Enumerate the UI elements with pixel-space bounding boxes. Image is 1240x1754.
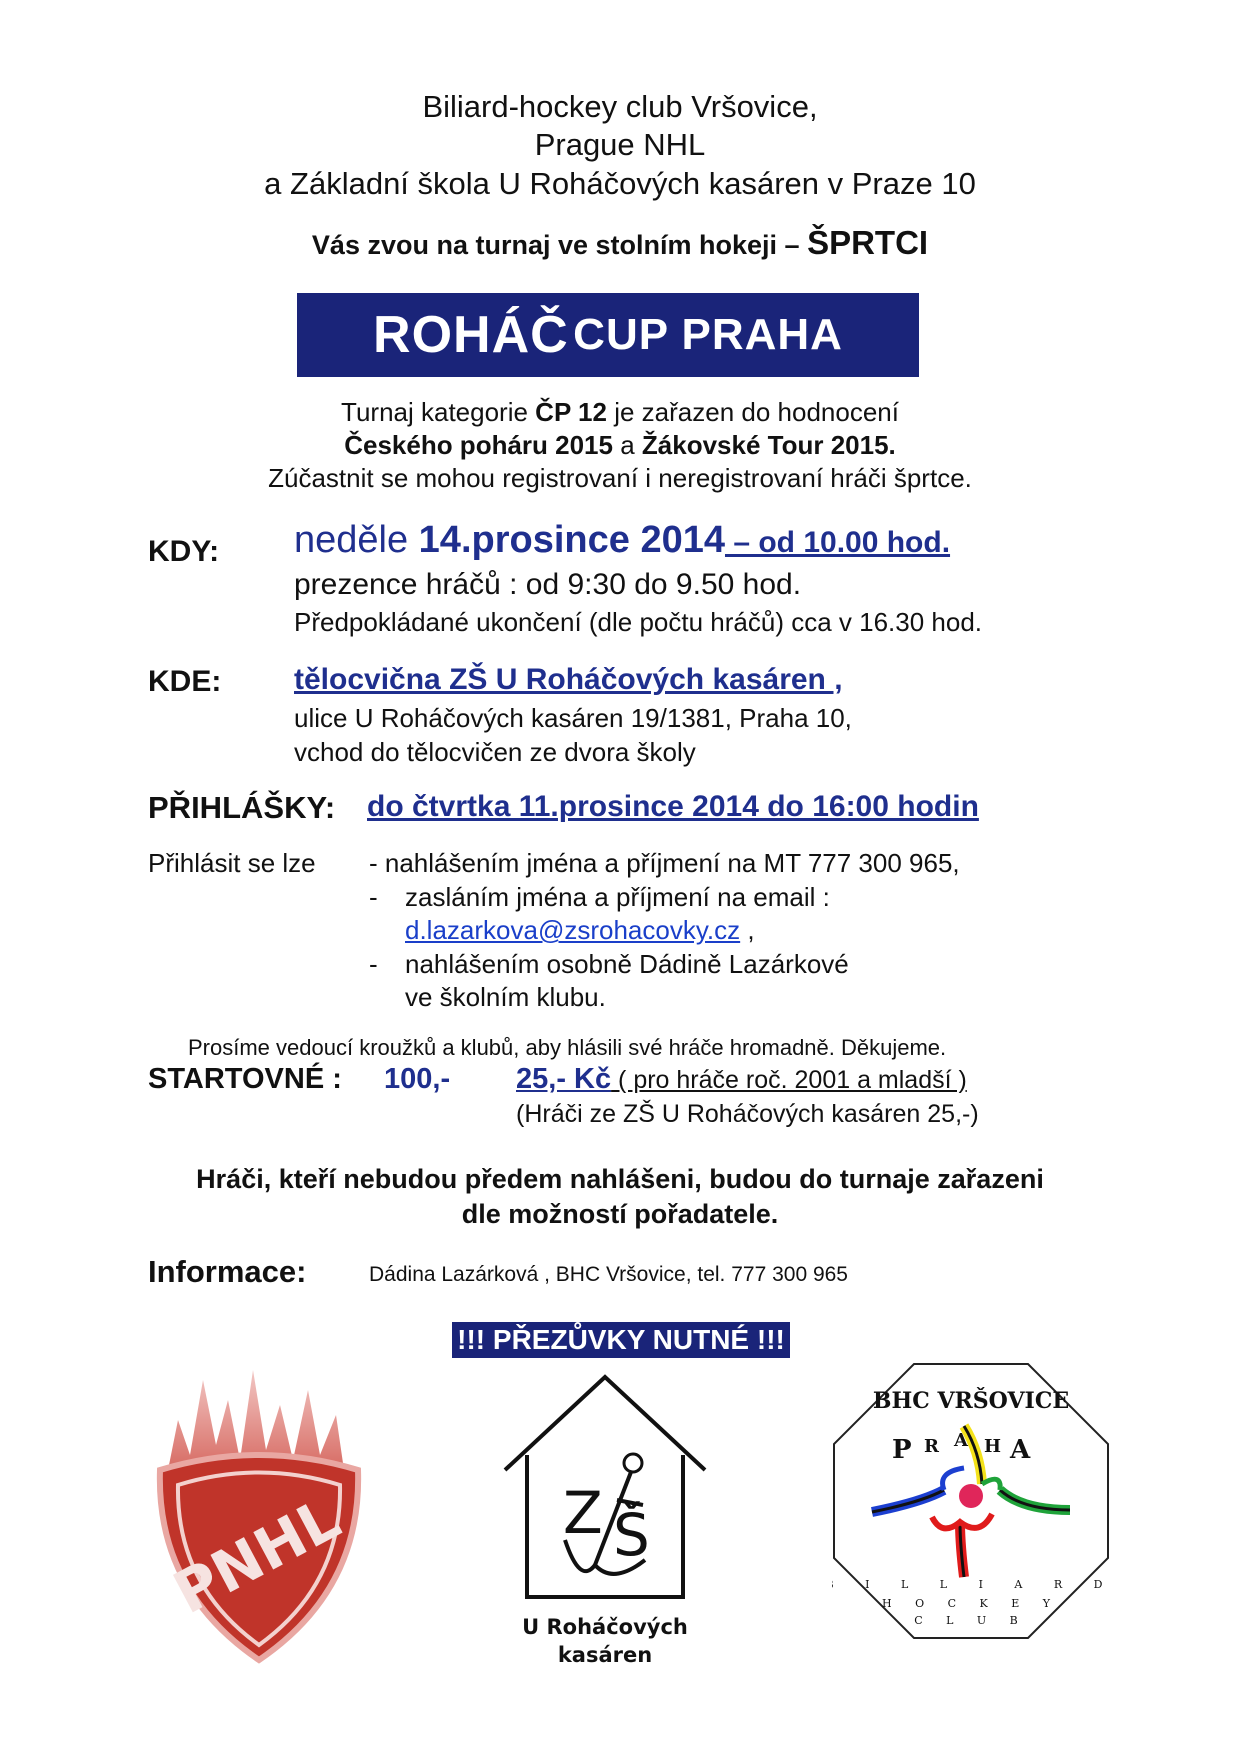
signup-item-3a: nahlášením osobně Dádině Lazárkové bbox=[405, 949, 849, 979]
svg-text:Š: Š bbox=[613, 1501, 650, 1569]
invite-prefix: Vás zvou na turnaj ve stolním hokeji – bbox=[311, 230, 808, 260]
header-line-2: Prague NHL bbox=[534, 127, 706, 162]
prihlasky-deadline: do čtvrtka 11.prosince 2014 do 16:00 hodin bbox=[367, 790, 979, 823]
bhc-title: BHC VRŠOVICE bbox=[872, 1388, 1070, 1414]
school-caption-2: kasáren bbox=[557, 1643, 653, 1667]
signup-label: Přihlásit se lze bbox=[148, 848, 316, 878]
signup-dash-2: - bbox=[369, 882, 378, 912]
bhc-h: H bbox=[984, 1436, 1002, 1457]
slippers-notice: !!! PŘEZŮVKY NUTNÉ !!! bbox=[452, 1322, 790, 1358]
school-caption-1: U Roháčových bbox=[522, 1615, 688, 1639]
startovne-price: 100,- bbox=[384, 1063, 451, 1095]
email-link[interactable]: d.lazarkova@zsrohacovky.cz bbox=[405, 915, 741, 945]
startovne-price2: 25,- Kč bbox=[516, 1063, 612, 1095]
startovne-school: (Hráči ze ZŠ U Roháčových kasáren 25,-) bbox=[516, 1100, 979, 1128]
pnhl-shield-icon bbox=[148, 1360, 370, 1670]
intro-l2-b: a bbox=[612, 430, 642, 460]
invite-line bbox=[0, 224, 1240, 262]
kde-street: ulice U Roháčových kasáren 19/1381, Praha 10, bbox=[294, 703, 852, 733]
kde-label: KDE: bbox=[148, 665, 222, 698]
banner-part-2: CUP PRAHA bbox=[573, 310, 843, 359]
intro-l1-b: ČP 12 bbox=[535, 397, 607, 427]
startovne-label: STARTOVNÉ : bbox=[148, 1063, 342, 1095]
school-house-icon bbox=[495, 1365, 715, 1625]
signup-item-1: - nahlášením jména a příjmení na MT 777 300 965, bbox=[369, 848, 960, 878]
banner-part-1: ROHÁČ bbox=[373, 306, 569, 364]
intro-line-1 bbox=[0, 397, 1240, 428]
request-note: Prosíme vedoucí kroužků a klubů, aby hlásili své hráče hromadně. Děkujeme. bbox=[188, 1035, 947, 1060]
pnhl-logo bbox=[148, 1360, 370, 1670]
bhc-a2: A bbox=[1010, 1435, 1031, 1465]
warning-line-1: Hráči, kteří nebudou předem nahlášeni, budou do turnaje zařazeni bbox=[196, 1164, 1044, 1194]
intro-line-3: Zúčastnit se mohou registrovaní i neregistrovaní hráči šprtce. bbox=[268, 463, 972, 493]
kdy-date-a: neděle bbox=[294, 519, 419, 561]
header-line-1: Biliard-hockey club Vršovice, bbox=[422, 89, 818, 124]
signup-dash-3: - bbox=[369, 949, 378, 979]
startovne-note: ( pro hráče roč. 2001 a mladší ) bbox=[611, 1066, 967, 1094]
intro-l1-c: je zařazen do hodnocení bbox=[606, 397, 899, 427]
intro-l2-c: Žákovské Tour 2015. bbox=[641, 430, 896, 460]
intro-l1-a: Turnaj kategorie bbox=[341, 397, 536, 427]
bhc-a1: A bbox=[954, 1430, 968, 1451]
warning-line-2: dle možností pořadatele. bbox=[461, 1199, 779, 1229]
intro-line-2 bbox=[0, 430, 1240, 461]
prihlasky-label: PŘIHLÁŠKY: bbox=[148, 790, 336, 825]
intro-l2-a: Českého poháru 2015 bbox=[344, 430, 613, 460]
signup-item-2: zasláním jména a příjmení na email : bbox=[405, 882, 830, 912]
kdy-date-c: – od 10.00 hod. bbox=[724, 526, 951, 559]
kdy-date-b: 14.prosince 2014 bbox=[418, 519, 725, 561]
kde-place: tělocvična ZŠ U Roháčových kasáren , bbox=[294, 663, 843, 696]
pnhl-text: PNHL bbox=[162, 1484, 351, 1628]
bhc-logo bbox=[832, 1362, 1110, 1640]
svg-text:Z: Z bbox=[563, 1479, 603, 1547]
signup-email-line bbox=[405, 915, 755, 946]
bhc-line-1: B I L L I A R D bbox=[832, 1578, 1110, 1591]
title-banner bbox=[297, 293, 919, 377]
bhc-r: R bbox=[924, 1436, 939, 1457]
kdy-date bbox=[294, 519, 950, 562]
kdy-end: Předpokládané ukončení (dle počtu hráčů) cca v 16.30 hod. bbox=[294, 607, 983, 637]
kdy-presence: prezence hráčů : od 9:30 do 9.50 hod. bbox=[294, 568, 802, 601]
signup-item-3b: ve školním klubu. bbox=[405, 982, 606, 1012]
info-label: Informace: bbox=[148, 1254, 307, 1289]
kde-entrance: vchod do tělocvičen ze dvora školy bbox=[294, 737, 696, 767]
bhc-p: P bbox=[892, 1435, 912, 1465]
school-logo bbox=[495, 1365, 715, 1665]
bhc-line-2: H O C K E Y bbox=[881, 1597, 1061, 1610]
bhc-line-3: C L U B bbox=[914, 1614, 1028, 1627]
email-suffix: , bbox=[740, 915, 755, 945]
header-line-3: a Základní škola U Roháčových kasáren v Praze 10 bbox=[264, 166, 976, 201]
invite-game: ŠPRTCI bbox=[807, 224, 929, 261]
kdy-label: KDY: bbox=[148, 535, 220, 568]
bhc-octagon-icon bbox=[832, 1362, 1110, 1640]
info-text: Dádina Lazárková , BHC Vršovice, tel. 777 300 965 bbox=[369, 1263, 848, 1286]
startovne-price2-line bbox=[516, 1063, 967, 1096]
